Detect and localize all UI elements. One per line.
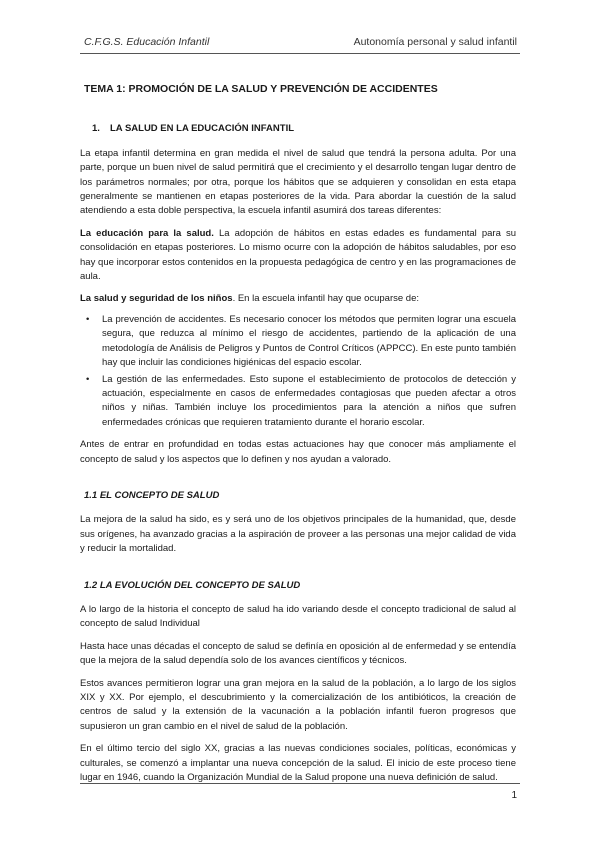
bold-lead: La salud y seguridad de los niños — [80, 293, 233, 305]
paragraph — [80, 227, 516, 285]
paragraph: La etapa infantil determina en gran medida el nivel de salud que tendrá la persona adulta. Por una parte, porque un buen nivel de salud permitirá que el crecimiento y el desarrollo tengan lugar dentro de los parámetros normales; por otra, porque los hábitos que se adquieren y consolidan en esta etapa generalmente se mantienen en etapas posteriores de la vida. Para abordar la cuestión de la salud atendiendo a esta doble perspectiva, la escuela infantil asumirá dos tareas diferentes: — [80, 147, 516, 217]
bold-lead: La educación para la salud. — [80, 227, 214, 239]
paragraph: La mejora de la salud ha sido, es y será uno de los objetivos principales de la humanidad, que, desde sus orígenes, ha avanzado gracias a la aspiración de proveer a las personas una mejor calidad de vida y reducir la mortalidad. — [80, 514, 516, 555]
bullet-list — [80, 313, 516, 430]
paragraph — [80, 292, 516, 306]
section-title: LA SALUD EN LA EDUCACIÓN INFANTIL — [110, 123, 295, 135]
header-rule — [80, 53, 520, 54]
list-item-text: La gestión de las enfermedades. Esto supone el establecimiento de protocolos de detección y actuación, especialmente en casos de enfermedades contagiosas que pueden afectar a otros niños y niñas. También incluye los procedimientos para la atención a niños que sufren enfermedades crónicas que requieren tratamiento durante el horario escolar. — [102, 373, 516, 428]
page-number: 1 — [511, 790, 517, 801]
list-item-text: La prevención de accidentes. Es necesario conocer los métodos que permiten lograr una escuela segura, que reduzca al mínimo el riesgo de accidentes, partiendo de la aplicación de una metodología de Análisis de Peligros y Puntos de Control Críticos (APPCC). En este punto también hay que incluir las condiciones higiénicas del espacio escolar. — [102, 313, 516, 369]
paragraph: Estos avances permitieron lograr una gran mejora en la salud de la población, a lo largo de los siglos XIX y XX. Por ejemplo, el descubrimiento y la comercialización de los antibióticos, la creación de centros de salud y la extensión de la vacunación a la población infantil fueron progresos que supusieron un gran cambio en el nivel de salud de la población. — [80, 677, 516, 732]
subsection-heading: 1.2 LA EVOLUCIÓN DEL CONCEPTO DE SALUD — [84, 579, 301, 591]
footer-rule — [80, 783, 520, 784]
header-subject: Autonomía personal y salud infantil — [353, 36, 517, 48]
header-course: C.F.G.S. Educación Infantil — [84, 36, 210, 48]
list-item — [80, 313, 516, 371]
bullet-icon: • — [86, 313, 90, 325]
paragraph: A lo largo de la historia el concepto de salud ha ido variando desde el concepto tradicional de salud al concepto de salud Individual — [80, 603, 516, 630]
paragraph: Hasta hace unas décadas el concepto de salud se definía en oposición al de enfermedad y se entendía que la mejora de la salud dependía solo de los avances científicos y técnicos. — [80, 640, 516, 667]
subsection-heading: 1.1 EL CONCEPTO DE SALUD — [84, 489, 220, 501]
list-item — [80, 373, 516, 431]
section-number: 1. — [92, 123, 100, 135]
paragraph-text: La adopción de hábitos en estas edades es fundamental para su consolidación en etapas posteriores. Lo mismo ocurre con la adopción de hábitos saludables, por eso hay que incorporar estos contenidos en la propuesta pedagógica de centro y en las programaciones de aula. — [80, 227, 516, 283]
paragraph: En el último tercio del siglo XX, gracias a las nuevas condiciones sociales, políticas, económicas y culturales, se comenzó a implantar una nueva concepción de la salud. El inicio de este proceso tiene lugar en 1946, cuando la Organización Mundial de la Salud propone una nueva definición de salud. — [80, 743, 516, 784]
section-heading — [92, 122, 516, 136]
paragraph-text: . En la escuela infantil hay que ocuparse de: — [232, 293, 419, 305]
document-body — [80, 74, 516, 785]
chapter-title: TEMA 1: PROMOCIÓN DE LA SALUD Y PREVENCIÓN DE ACCIDENTES — [84, 83, 438, 95]
bullet-icon: • — [86, 373, 90, 385]
paragraph: Antes de entrar en profundidad en todas estas actuaciones hay que conocer más ampliamente el concepto de salud y los aspectos que lo definen y nos ayudan a valorado. — [80, 439, 516, 465]
